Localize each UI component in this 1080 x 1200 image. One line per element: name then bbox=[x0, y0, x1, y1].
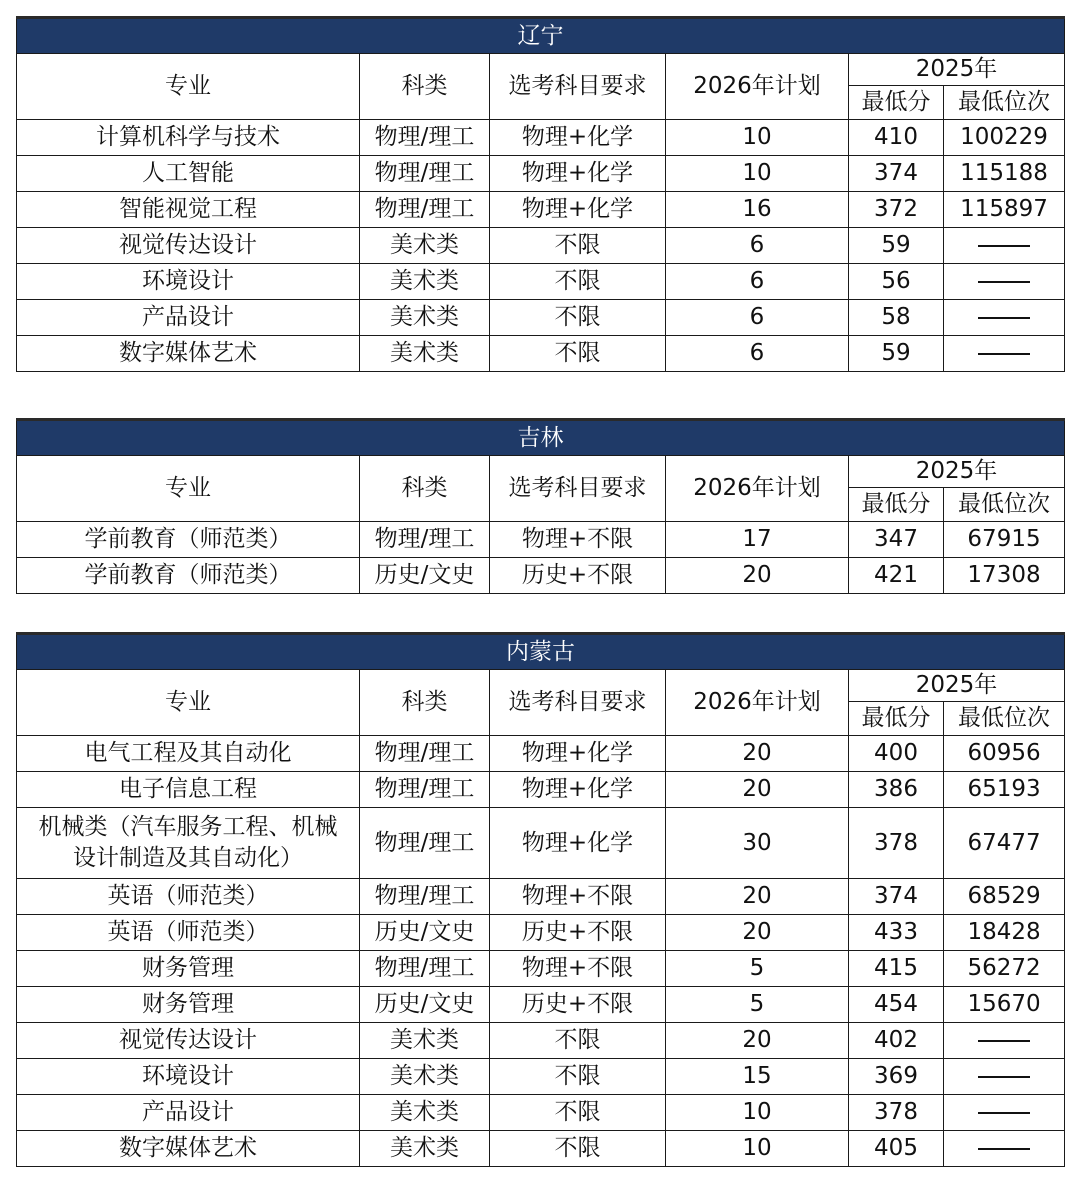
cell-subjects: 物理+不限 bbox=[490, 522, 666, 558]
empty-dash bbox=[978, 1112, 1030, 1114]
cell-min-score: 372 bbox=[849, 192, 944, 228]
cell-min-score: 56 bbox=[849, 264, 944, 300]
cell-min-rank bbox=[944, 264, 1065, 300]
cell-plan: 20 bbox=[666, 1023, 849, 1059]
cell-min-score: 415 bbox=[849, 951, 944, 987]
major-text: 学前教育（师范类） bbox=[84, 561, 292, 588]
cell-major bbox=[17, 1023, 360, 1059]
header-min-score: 最低分 bbox=[849, 86, 944, 120]
header-year: 2025年 bbox=[849, 54, 1065, 86]
empty-dash bbox=[978, 281, 1030, 283]
table-row bbox=[17, 192, 1065, 228]
cell-category: 物理/理工 bbox=[360, 772, 490, 808]
header-plan: 2026年计划 bbox=[666, 670, 849, 736]
cell-min-score: 454 bbox=[849, 987, 944, 1023]
cell-plan: 6 bbox=[666, 264, 849, 300]
cell-min-score: 374 bbox=[849, 879, 944, 915]
cell-min-score: 410 bbox=[849, 120, 944, 156]
cell-min-score: 374 bbox=[849, 156, 944, 192]
cell-min-score: 369 bbox=[849, 1059, 944, 1095]
table-row bbox=[17, 951, 1065, 987]
cell-plan: 6 bbox=[666, 228, 849, 264]
major-text: 智能视觉工程 bbox=[119, 195, 257, 222]
cell-plan: 6 bbox=[666, 336, 849, 372]
header-plan: 2026年计划 bbox=[666, 54, 849, 120]
cell-category: 美术类 bbox=[360, 1131, 490, 1167]
cell-category: 美术类 bbox=[360, 228, 490, 264]
cell-min-rank: 65193 bbox=[944, 772, 1065, 808]
major-text: 环境设计 bbox=[142, 267, 234, 294]
cell-plan: 10 bbox=[666, 120, 849, 156]
cell-category: 美术类 bbox=[360, 1023, 490, 1059]
table-row bbox=[17, 808, 1065, 879]
cell-min-score: 386 bbox=[849, 772, 944, 808]
cell-subjects: 物理+不限 bbox=[490, 951, 666, 987]
cell-plan: 30 bbox=[666, 808, 849, 879]
cell-min-rank bbox=[944, 1059, 1065, 1095]
cell-min-rank bbox=[944, 336, 1065, 372]
header-min-rank: 最低位次 bbox=[944, 86, 1065, 120]
header-year: 2025年 bbox=[849, 670, 1065, 702]
cell-category: 历史/文史 bbox=[360, 915, 490, 951]
cell-subjects: 物理+不限 bbox=[490, 879, 666, 915]
section-table bbox=[16, 418, 1065, 594]
cell-category: 美术类 bbox=[360, 336, 490, 372]
major-text: 视觉传达设计 bbox=[119, 231, 257, 258]
header-min-score: 最低分 bbox=[849, 702, 944, 736]
cell-major bbox=[17, 915, 360, 951]
cell-major bbox=[17, 336, 360, 372]
table-row bbox=[17, 987, 1065, 1023]
cell-category: 物理/理工 bbox=[360, 808, 490, 879]
section-block bbox=[16, 632, 1064, 1167]
section-title-row bbox=[17, 18, 1065, 54]
cell-subjects: 物理+化学 bbox=[490, 736, 666, 772]
empty-dash bbox=[978, 1076, 1030, 1078]
cell-subjects: 不限 bbox=[490, 300, 666, 336]
cell-major bbox=[17, 879, 360, 915]
cell-min-score: 59 bbox=[849, 336, 944, 372]
cell-min-rank: 60956 bbox=[944, 736, 1065, 772]
section-table bbox=[16, 16, 1065, 372]
cell-subjects: 不限 bbox=[490, 1095, 666, 1131]
header-major: 专业 bbox=[17, 456, 360, 522]
cell-subjects: 物理+化学 bbox=[490, 156, 666, 192]
major-text: 学前教育（师范类） bbox=[84, 525, 292, 552]
cell-min-rank bbox=[944, 1023, 1065, 1059]
cell-category: 物理/理工 bbox=[360, 120, 490, 156]
table-row bbox=[17, 264, 1065, 300]
major-text: 环境设计 bbox=[142, 1062, 234, 1089]
cell-major bbox=[17, 1059, 360, 1095]
section-title-row bbox=[17, 420, 1065, 456]
cell-plan: 20 bbox=[666, 558, 849, 594]
cell-plan: 20 bbox=[666, 736, 849, 772]
cell-major bbox=[17, 228, 360, 264]
table-row bbox=[17, 772, 1065, 808]
cell-major bbox=[17, 156, 360, 192]
cell-major bbox=[17, 951, 360, 987]
cell-min-rank: 68529 bbox=[944, 879, 1065, 915]
major-text: 数字媒体艺术 bbox=[119, 1134, 257, 1161]
cell-min-rank: 67477 bbox=[944, 808, 1065, 879]
cell-min-rank: 115897 bbox=[944, 192, 1065, 228]
cell-major bbox=[17, 987, 360, 1023]
section-table bbox=[16, 632, 1065, 1167]
table-row bbox=[17, 156, 1065, 192]
header-major: 专业 bbox=[17, 670, 360, 736]
cell-category: 物理/理工 bbox=[360, 736, 490, 772]
cell-subjects: 不限 bbox=[490, 336, 666, 372]
major-text: 视觉传达设计 bbox=[119, 1026, 257, 1053]
header-row bbox=[17, 54, 1065, 86]
section-block bbox=[16, 418, 1064, 594]
header-row bbox=[17, 456, 1065, 488]
table-row bbox=[17, 228, 1065, 264]
table-row bbox=[17, 1131, 1065, 1167]
empty-dash bbox=[978, 245, 1030, 247]
header-subjects: 选考科目要求 bbox=[490, 456, 666, 522]
cell-min-rank bbox=[944, 300, 1065, 336]
cell-min-score: 378 bbox=[849, 1095, 944, 1131]
cell-major bbox=[17, 192, 360, 228]
header-plan: 2026年计划 bbox=[666, 456, 849, 522]
table-row bbox=[17, 336, 1065, 372]
cell-min-rank: 56272 bbox=[944, 951, 1065, 987]
major-text: 机械类（汽车服务工程、机械 bbox=[38, 813, 338, 840]
cell-subjects: 不限 bbox=[490, 228, 666, 264]
cell-plan: 10 bbox=[666, 156, 849, 192]
cell-plan: 20 bbox=[666, 879, 849, 915]
cell-major bbox=[17, 264, 360, 300]
cell-plan: 16 bbox=[666, 192, 849, 228]
table-row bbox=[17, 522, 1065, 558]
cell-major bbox=[17, 1095, 360, 1131]
cell-category: 美术类 bbox=[360, 264, 490, 300]
cell-category: 美术类 bbox=[360, 300, 490, 336]
cell-category: 物理/理工 bbox=[360, 192, 490, 228]
cell-min-score: 378 bbox=[849, 808, 944, 879]
header-row bbox=[17, 670, 1065, 702]
cell-min-rank: 15670 bbox=[944, 987, 1065, 1023]
cell-major bbox=[17, 772, 360, 808]
major-text: 计算机科学与技术 bbox=[96, 123, 280, 150]
empty-dash bbox=[978, 353, 1030, 355]
cell-min-rank: 18428 bbox=[944, 915, 1065, 951]
cell-plan: 20 bbox=[666, 772, 849, 808]
cell-category: 物理/理工 bbox=[360, 522, 490, 558]
major-text: 电子信息工程 bbox=[119, 775, 257, 802]
cell-plan: 6 bbox=[666, 300, 849, 336]
header-year: 2025年 bbox=[849, 456, 1065, 488]
cell-subjects: 物理+化学 bbox=[490, 772, 666, 808]
header-subjects: 选考科目要求 bbox=[490, 54, 666, 120]
cell-subjects: 历史+不限 bbox=[490, 558, 666, 594]
cell-min-score: 400 bbox=[849, 736, 944, 772]
table-row bbox=[17, 879, 1065, 915]
cell-category: 物理/理工 bbox=[360, 879, 490, 915]
cell-min-rank: 17308 bbox=[944, 558, 1065, 594]
empty-dash bbox=[978, 1040, 1030, 1042]
major-text: 英语（师范类） bbox=[107, 918, 269, 945]
section-title: 辽宁 bbox=[17, 18, 1065, 54]
table-row bbox=[17, 1059, 1065, 1095]
cell-min-score: 59 bbox=[849, 228, 944, 264]
cell-subjects: 物理+化学 bbox=[490, 808, 666, 879]
cell-major bbox=[17, 1131, 360, 1167]
section-block bbox=[16, 16, 1064, 372]
major-text: 财务管理 bbox=[142, 954, 234, 981]
cell-subjects: 物理+化学 bbox=[490, 120, 666, 156]
cell-category: 历史/文史 bbox=[360, 558, 490, 594]
header-subjects: 选考科目要求 bbox=[490, 670, 666, 736]
cell-min-rank: 100229 bbox=[944, 120, 1065, 156]
table-row bbox=[17, 1095, 1065, 1131]
table-row bbox=[17, 1023, 1065, 1059]
cell-major bbox=[17, 558, 360, 594]
cell-min-rank bbox=[944, 1095, 1065, 1131]
major-text: 电气工程及其自动化 bbox=[84, 739, 292, 766]
header-min-rank: 最低位次 bbox=[944, 702, 1065, 736]
cell-category: 历史/文史 bbox=[360, 987, 490, 1023]
cell-min-rank: 67915 bbox=[944, 522, 1065, 558]
major-text: 财务管理 bbox=[142, 990, 234, 1017]
section-title-row bbox=[17, 634, 1065, 670]
cell-category: 美术类 bbox=[360, 1059, 490, 1095]
cell-plan: 10 bbox=[666, 1131, 849, 1167]
cell-plan: 17 bbox=[666, 522, 849, 558]
cell-plan: 10 bbox=[666, 1095, 849, 1131]
header-min-score: 最低分 bbox=[849, 488, 944, 522]
header-category: 科类 bbox=[360, 456, 490, 522]
section-title: 内蒙古 bbox=[17, 634, 1065, 670]
table-row bbox=[17, 736, 1065, 772]
cell-major bbox=[17, 808, 360, 879]
major-text: 数字媒体艺术 bbox=[119, 339, 257, 366]
major-text: 产品设计 bbox=[142, 303, 234, 330]
cell-min-score: 421 bbox=[849, 558, 944, 594]
section-title: 吉林 bbox=[17, 420, 1065, 456]
cell-min-score: 433 bbox=[849, 915, 944, 951]
cell-plan: 5 bbox=[666, 987, 849, 1023]
cell-subjects: 不限 bbox=[490, 1131, 666, 1167]
cell-category: 物理/理工 bbox=[360, 951, 490, 987]
major-text-line2: 设计制造及其自动化） bbox=[73, 845, 303, 871]
cell-subjects: 历史+不限 bbox=[490, 915, 666, 951]
cell-subjects: 不限 bbox=[490, 1023, 666, 1059]
cell-major bbox=[17, 522, 360, 558]
cell-subjects: 不限 bbox=[490, 1059, 666, 1095]
cell-major bbox=[17, 300, 360, 336]
cell-subjects: 历史+不限 bbox=[490, 987, 666, 1023]
cell-min-score: 347 bbox=[849, 522, 944, 558]
major-text: 人工智能 bbox=[142, 159, 234, 186]
table-row bbox=[17, 120, 1065, 156]
cell-major bbox=[17, 736, 360, 772]
cell-category: 物理/理工 bbox=[360, 156, 490, 192]
header-min-rank: 最低位次 bbox=[944, 488, 1065, 522]
cell-category: 美术类 bbox=[360, 1095, 490, 1131]
header-major: 专业 bbox=[17, 54, 360, 120]
cell-min-score: 402 bbox=[849, 1023, 944, 1059]
cell-subjects: 不限 bbox=[490, 264, 666, 300]
header-category: 科类 bbox=[360, 54, 490, 120]
empty-dash bbox=[978, 1148, 1030, 1150]
cell-min-rank bbox=[944, 1131, 1065, 1167]
header-category: 科类 bbox=[360, 670, 490, 736]
cell-min-rank: 115188 bbox=[944, 156, 1065, 192]
cell-major bbox=[17, 120, 360, 156]
cell-plan: 20 bbox=[666, 915, 849, 951]
cell-min-score: 405 bbox=[849, 1131, 944, 1167]
major-text: 英语（师范类） bbox=[107, 882, 269, 909]
table-row bbox=[17, 300, 1065, 336]
table-row bbox=[17, 558, 1065, 594]
cell-plan: 15 bbox=[666, 1059, 849, 1095]
cell-plan: 5 bbox=[666, 951, 849, 987]
cell-min-score: 58 bbox=[849, 300, 944, 336]
major-text: 产品设计 bbox=[142, 1098, 234, 1125]
cell-min-rank bbox=[944, 228, 1065, 264]
cell-subjects: 物理+化学 bbox=[490, 192, 666, 228]
empty-dash bbox=[978, 317, 1030, 319]
table-row bbox=[17, 915, 1065, 951]
